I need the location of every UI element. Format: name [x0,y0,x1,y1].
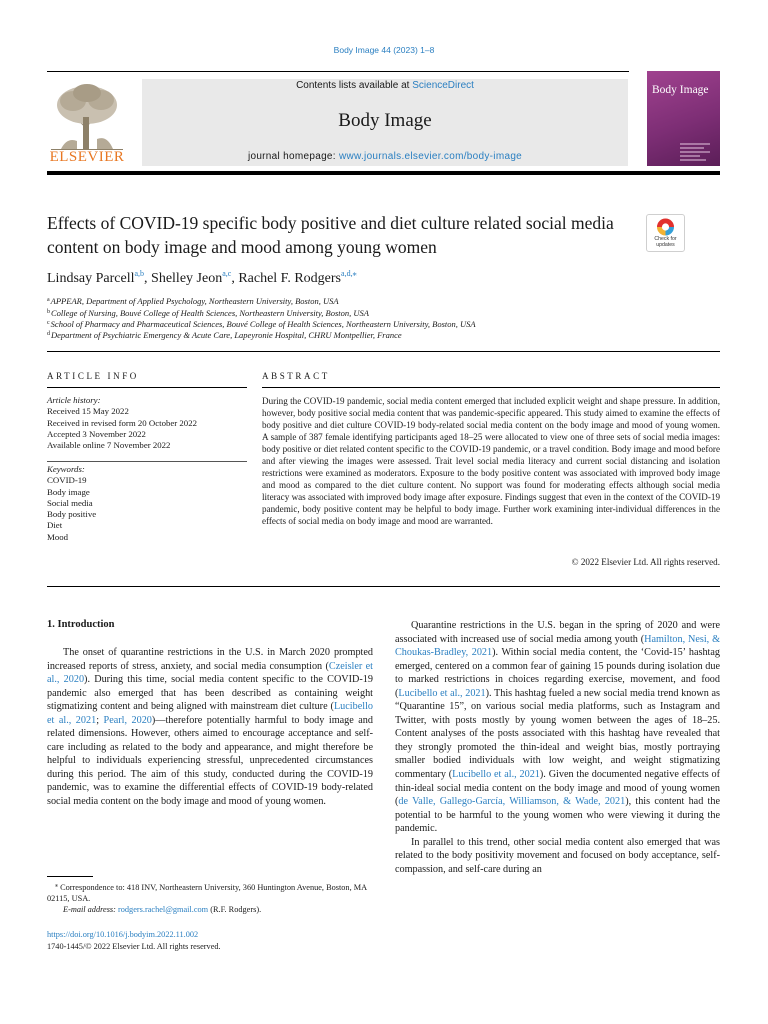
affiliation-key: a [47,297,50,303]
text-run: The onset of quarantine restrictions in the U.S. in March 2020 prompted increased reports of stress, anxiety, and social media consumption ( [47,647,373,672]
elsevier-wordmark: ELSEVIER [49,149,125,165]
affiliation-b [47,308,369,318]
contents-line [142,80,628,91]
text-run: ). Given the documented negative effects of thin-ideal social media content on the body image and mood of young women ( [395,769,720,808]
doi-block [47,929,221,952]
email-line [47,904,373,915]
abstract-copyright: © 2022 Elsevier Ltd. All rights reserved. [571,557,720,567]
text-run: ), this content had the potential to be harmful to the young women who were viewing it during the pandemic. [395,796,720,835]
homepage-line [142,151,628,162]
author-affiliation-marks[interactable]: a,c [222,269,232,278]
body-column-right [395,619,720,876]
abstract-text: During the COVID-19 pandemic, social media content emerged that included explicit weight and shape pressure. In addition, however, body positive social media content that was pandemic-specific appeared. This study aimed to examine the effects of body positive and diet culture COVID-19 body-related social media content on the body image and mood of young women. A sample of 387 female identifying participants aged 18–25 were allocated to view one of three sets of social media images: body positive or diet related content specific to the COVID-19 pandemic, or a travel condition. Body image and mood before and after viewing the images were assessed. Trait level social media literacy and current social distancing and isolation restrictions were examined as moderators. Exposure to the body positive content was associated with improved body image and mood as compared to the diet culture content. No support was found for moderating effects although social media literacy was associated with improved body image after exposure. Findings suggest that even in the context of the COVID-19 pandemic, body positive content may be helpful to body image. Further work examining inter-individual differences in the effects of social media on body image and mood are warranted. [262,396,720,527]
citation-link[interactable]: Hamilton, Nesi, & Choukas-Bradley, 2021 [395,633,720,659]
keywords-divider [47,461,247,462]
author-list [47,269,357,287]
affiliation-key: c [47,320,50,326]
affiliation-text: Department of Psychiatric Emergency & Acute Care, Lapeyronie Hospital, CHRU Montpellier, France [51,330,402,340]
text-run: ). Within social media content, the ‘Covid-15’ hashtag emerged, centered on a common fear of gaining 15 pounds during isolation due to marked restrictions in choices regarding exercise, movement, and food ( [395,647,720,699]
correspondence-footnote [47,881,373,915]
keyword-item: COVID-19 [47,475,87,486]
author-1[interactable] [47,271,144,286]
section-heading-introduction: 1. Introduction [47,619,115,630]
author-name: Shelley Jeon [151,271,223,286]
header-divider [47,171,720,175]
affiliation-c [47,319,476,329]
check-for-updates-label [647,236,684,248]
article-info-divider [47,387,247,388]
email-label: E-mail address: [63,905,118,914]
author-name: Lindsay Parcell [47,271,135,286]
introduction-paragraph-2 [395,619,720,836]
journal-citation[interactable]: Body Image 44 (2023) 1–8 [333,45,435,55]
email-suffix: (R.F. Rodgers). [208,905,262,914]
citation-link[interactable]: Pearl, 2020 [103,714,152,726]
journal-name: Body Image [338,110,432,131]
body-column-left [47,646,373,809]
keyword-item: Social media [47,497,93,508]
cover-decoration [680,142,710,167]
author-affiliation-marks[interactable]: a,b [134,269,145,278]
keyword-item: Body image [47,486,90,497]
affiliation-a [47,296,339,306]
history-label: Article history: [47,395,101,405]
keyword-item: Body positive [47,509,97,520]
top-divider [47,71,629,72]
issn-copyright: 1740-1445/© 2022 Elsevier Ltd. All rights reserved. [47,941,221,951]
history-revised: Received in revised form 20 October 2022 [47,417,197,428]
citation-link[interactable]: de Valle, Gallego-García, Williamson, & Wade, 2021 [398,796,626,808]
keyword-item: Diet [47,520,63,531]
abstract-divider [262,387,720,388]
author-affiliation-marks[interactable]: a,d,⁎ [341,269,357,278]
text-run: ; [96,714,104,726]
correspondence-text: Correspondence to: 418 INV, Northeastern University, 360 Huntington Avenue, Boston, MA 02115, USA. [47,883,367,903]
citation-link[interactable]: Lucibello et al., 2021 [452,769,540,781]
introduction-paragraph-1 [47,646,373,809]
affiliation-text: APPEAR, Department of Applied Psychology, Northeastern University, Boston, USA [50,296,339,306]
cover-title: Body Image [652,84,709,96]
homepage-prefix: journal homepage: [247,151,339,162]
badge-line-2: updates [656,242,675,248]
author-name: Rachel F. Rodgers [238,271,342,286]
text-run: ). This hashtag fueled a new social media trend known as “Quarantine 15”, on various social media platforms, such as Instagram and Twitter, with posts mostly by young women between the ages of 18–25. Content analyses of the posts associated with this hashtag have revealed that they strongly promoted the thin-ideal and weight bias, mostly portraying smaller bodied individuals with low weight, and weight stigmatizing commentary ( [395,687,720,781]
affiliation-text: College of Nursing, Bouvé College of Health Sciences, Northeastern University, Boston, USA [51,308,369,318]
badge-line-1: Check for [654,236,677,242]
author-separator: , [144,271,152,286]
article-title: Effects of COVID-19 specific body positive and diet culture related social media content on body image and mood among young women [47,213,614,257]
email-link[interactable]: rodgers.rachel@gmail.com [118,905,209,914]
text-run: ). During this time, social media content specific to the COVID-19 pandemic also emerged that has been described as containing weight stigmatizing content and being aligned with mainstream diet culture ( [47,674,373,713]
article-history [47,395,197,451]
text-run: Quarantine restrictions in the U.S. began in the spring of 2020 and were associated with increased use of social media among youth ( [395,620,720,645]
history-received: Received 15 May 2022 [47,406,129,417]
keywords-block [47,464,96,543]
introduction-paragraph-3: In parallel to this trend, other social media content also emerged that was related to the body positivity movement and focused on body acceptance, self-compassion, and self-care during an [395,836,720,875]
citation-link[interactable]: Czeisler et al., 2020 [47,660,373,686]
affiliation-d [47,330,402,340]
citation-link[interactable]: Lucibello et al., 2021 [47,701,373,726]
check-for-updates-button[interactable] [646,214,685,252]
contents-prefix: Contents lists available at [296,80,413,91]
author-2[interactable] [151,271,231,286]
affiliation-key: d [47,331,50,337]
author-separator: , [231,271,239,286]
article-info-heading: ARTICLE INFO [47,371,139,381]
correspondence-line [47,881,373,904]
author-3[interactable] [238,271,356,286]
history-accepted: Accepted 3 November 2022 [47,428,146,439]
history-online: Available online 7 November 2022 [47,440,171,451]
citation-link[interactable]: Lucibello et al., 2021 [398,687,486,699]
keyword-item: Mood [47,531,69,542]
footnote-marker: ⁎ [55,883,58,889]
affiliations-divider [47,351,720,352]
homepage-link[interactable]: www.journals.elsevier.com/body-image [338,151,523,162]
affiliation-text: School of Pharmacy and Pharmaceutical Sciences, Bouvé College of Health Sciences, Northeastern University, Boston, USA [50,319,476,329]
text-run: )—therefore potentially harmful to body image and related dimensions. However, others aimed to encourage acceptance and self-care including as related to the body and appearance, and might therefore be helpful to individuals experiencing stressful, unprecedented circumstances during this period. The aim of this study, conducted during the COVID-19 pandemic, was to examine the differential effects of COVID-19 body-related social media content on the body image and mood of young women. [47,714,373,808]
affiliation-key: b [47,309,50,315]
keywords-label: Keywords: [47,464,85,474]
footnote-divider [47,876,93,877]
sciencedirect-link[interactable]: ScienceDirect [412,80,474,91]
abstract-heading: ABSTRACT [262,371,330,381]
abstract-bottom-divider [47,586,720,587]
doi-link[interactable]: https://doi.org/10.1016/j.bodyim.2022.11.002 [47,930,199,939]
